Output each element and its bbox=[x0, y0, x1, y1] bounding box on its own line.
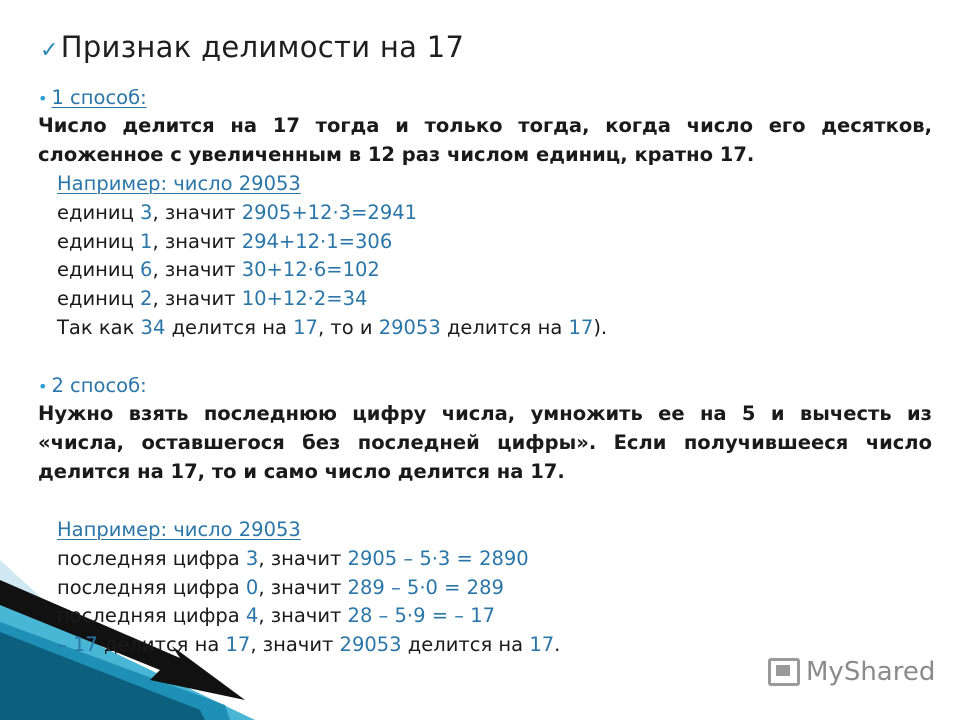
method1-step: единиц 2, значит 10+12·2=34 bbox=[57, 287, 368, 310]
bullet-icon: • bbox=[38, 377, 48, 396]
method2-step: последняя цифра 3, значит 2905 – 5·3 = 2890 bbox=[57, 547, 529, 570]
method1-rule-line2: сложенное с увеличенным в 12 раз числом единиц, кратно 17. bbox=[38, 143, 755, 166]
method2-label-line bbox=[38, 372, 147, 401]
method2-rule-line3: делится на 17, то и само число делится на 17. bbox=[38, 460, 565, 483]
method2-step: последняя цифра 0, значит 289 – 5·0 = 289 bbox=[57, 576, 504, 599]
method1-step: единиц 6, значит 30+12·6=102 bbox=[57, 258, 380, 281]
method2-conclusion: – 17 делится на 17, значит 29053 делится на 17. bbox=[57, 633, 561, 656]
method2-rule-line1: Нужно взять последнюю цифру числа, умножить ее на 5 и вычесть из bbox=[38, 402, 932, 425]
method1-step: единиц 1, значит 294+12·1=306 bbox=[57, 230, 393, 253]
myshared-watermark bbox=[768, 657, 935, 687]
checkmark-icon: ✓ bbox=[40, 38, 59, 63]
method1-step: единиц 3, значит 2905+12·3=2941 bbox=[57, 201, 418, 224]
method2-example-label: Например: число 29053 bbox=[57, 518, 301, 541]
method1-label-line bbox=[38, 84, 147, 113]
method1-conclusion: Так как 34 делится на 17, то и 29053 делится на 17). bbox=[57, 316, 608, 339]
presentation-icon bbox=[768, 658, 800, 686]
page-title: ✓Признак делимости на 17 bbox=[40, 30, 465, 64]
method1-label: 1 способ: bbox=[51, 86, 147, 109]
method1-example-label: Например: число 29053 bbox=[57, 172, 301, 195]
bullet-icon: • bbox=[38, 89, 48, 108]
method2-label: 2 способ: bbox=[51, 374, 147, 397]
method2-step: последняя цифра 4, значит 28 – 5·9 = – 17 bbox=[57, 604, 496, 627]
method2-rule-line2: «числа, оставшегося без последней цифры». Если получившееся число bbox=[38, 431, 932, 454]
watermark-text: MyShared bbox=[806, 657, 936, 687]
method1-rule-line1: Число делится на 17 тогда и только тогда, когда число его десятков, bbox=[38, 114, 932, 137]
